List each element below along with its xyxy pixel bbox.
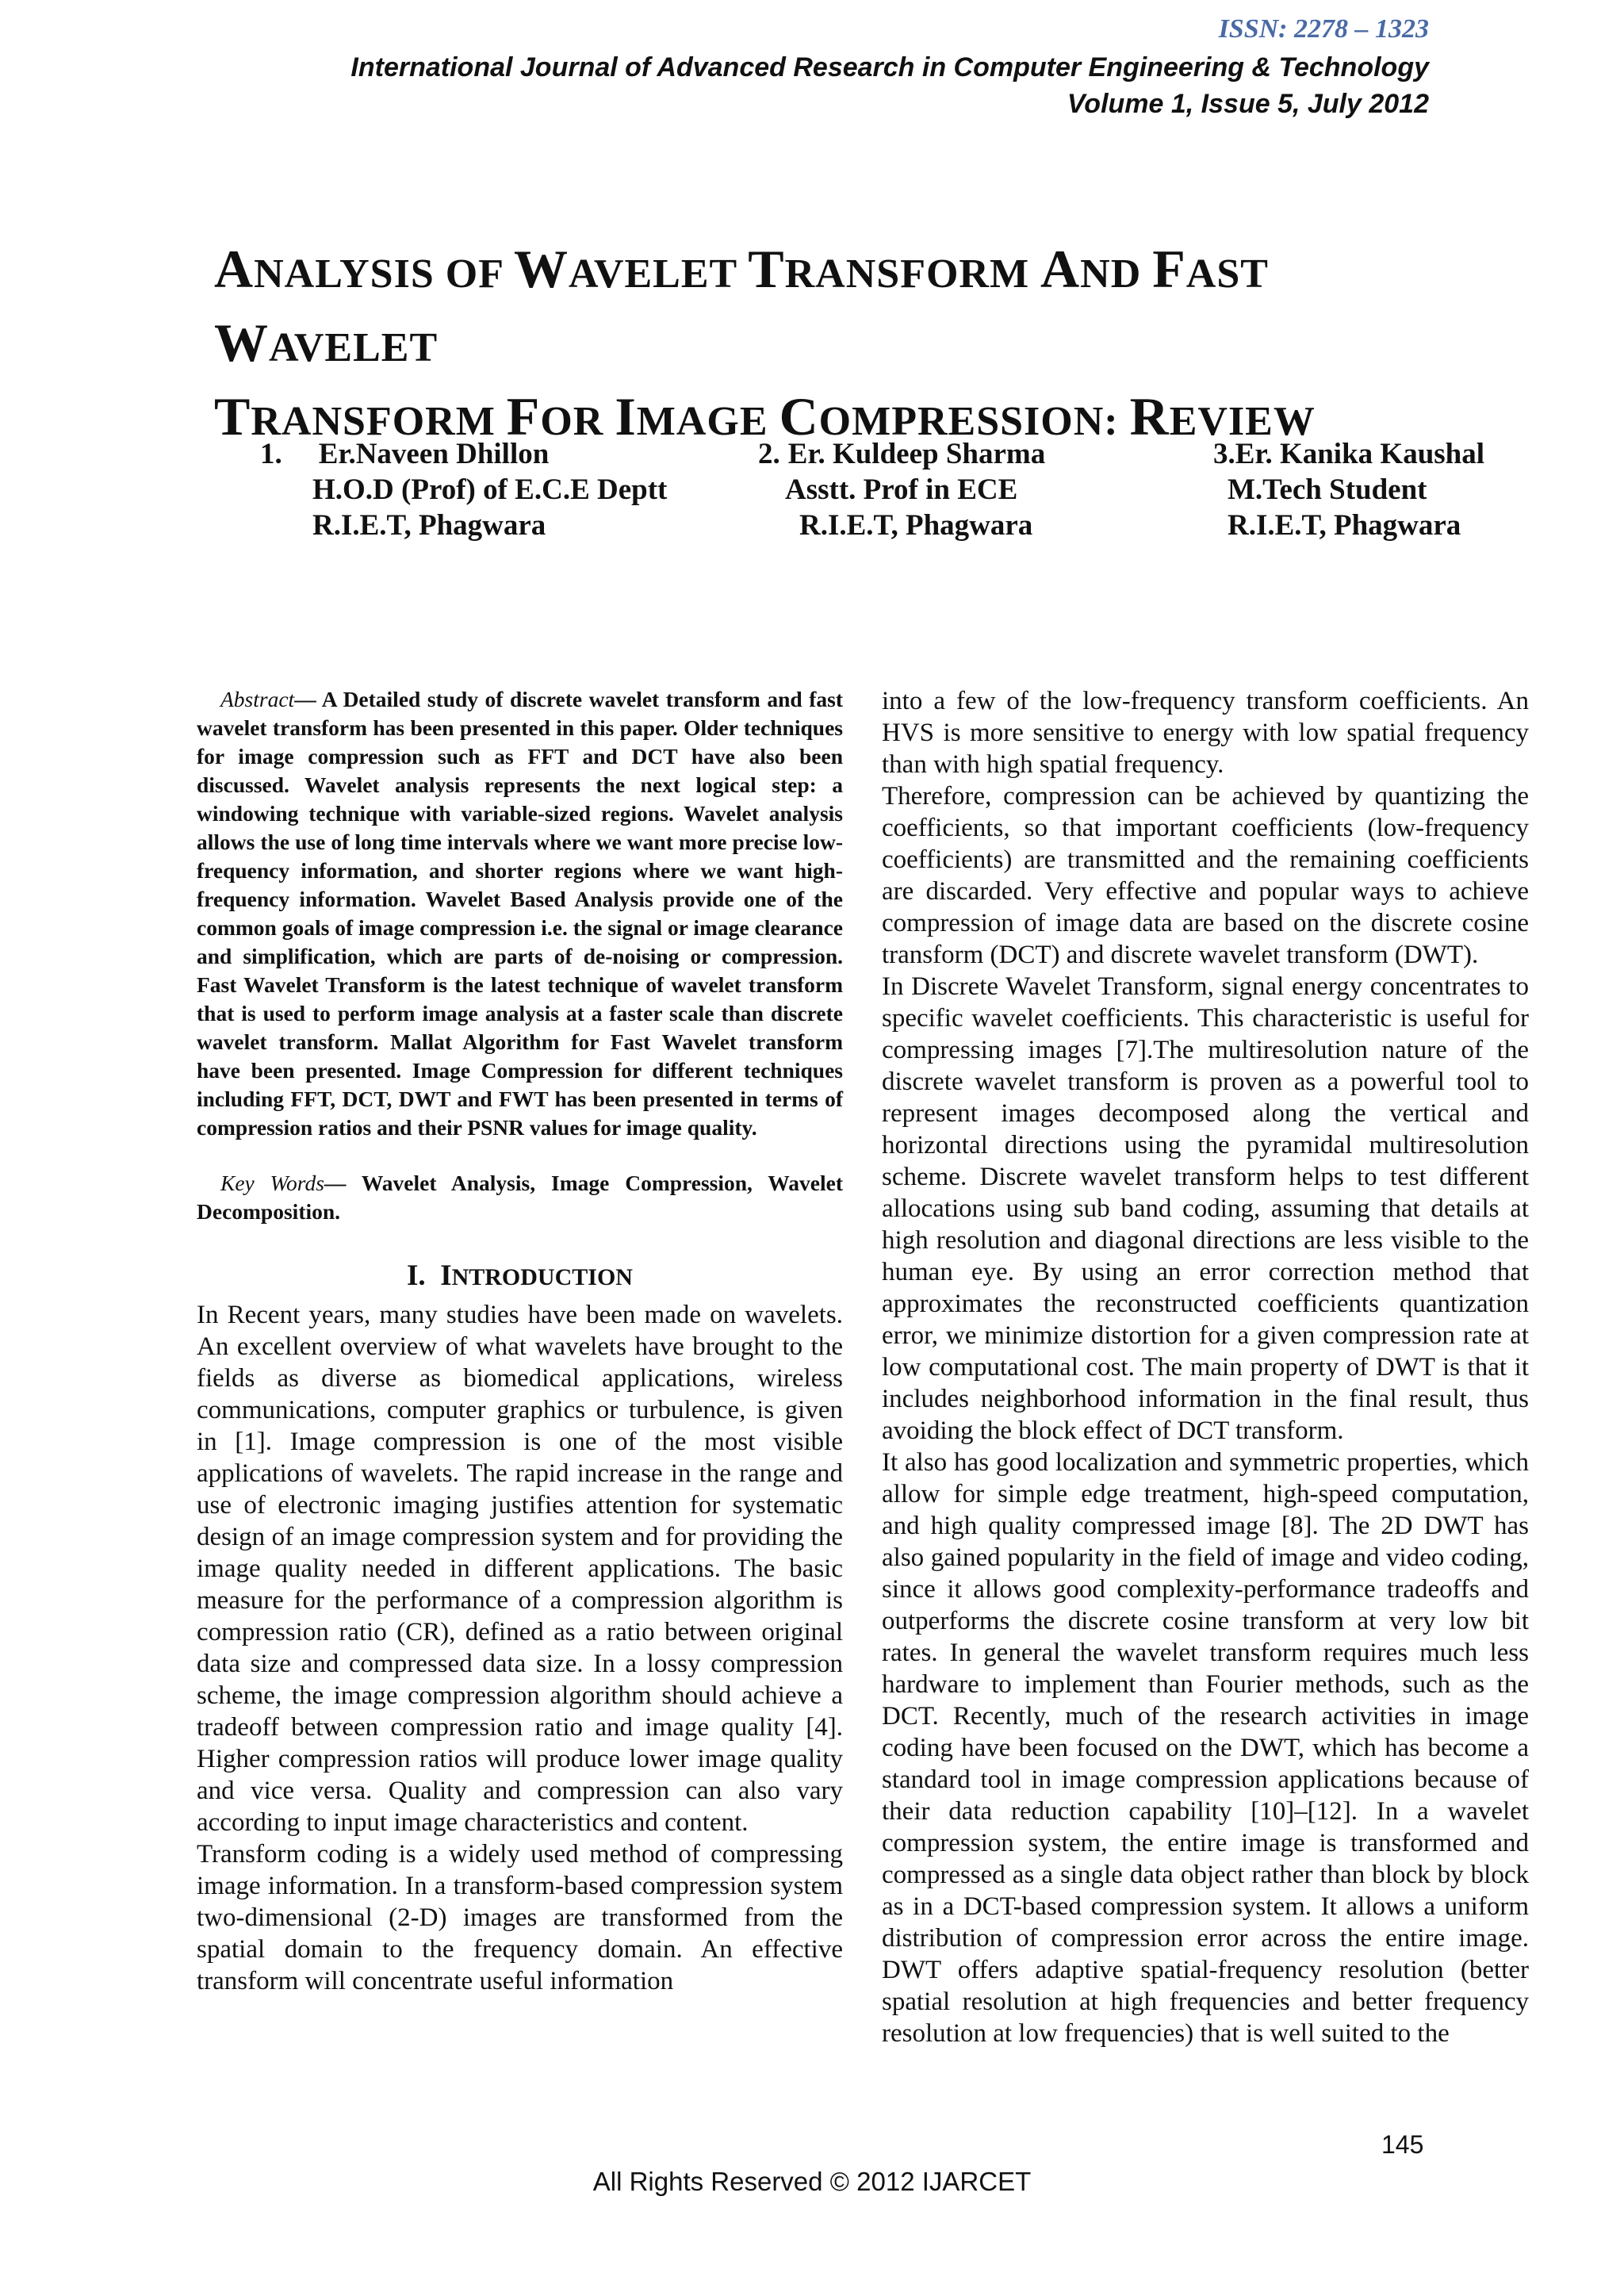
section-heading-introduction: I. INTRODUCTION (407, 1259, 633, 1292)
copyright-footer: All Rights Reserved © 2012 IJARCET (592, 2167, 1032, 2196)
right-paragraph-1: into a few of the low-frequency transform coefficients. An HVS is more sensitive to energy with low spatial frequency than with high spatial frequency. (882, 687, 1529, 779)
journal-name: International Journal of Advanced Research in Computer Engineering & Technology (350, 52, 1429, 82)
right-paragraph-2: Therefore, compression can be achieved by quantizing the coefficients, so that important coefficients (low-frequency coefficients) are transmitted and the remaining coefficients are discarded. Very effective and popular ways to achieve compression of image data are based on the discrete cosine transform (DCT) and discrete wavelet transform (DWT). (882, 782, 1529, 969)
keywords-label: Key Words (220, 1171, 324, 1195)
journal-volume: Volume 1, Issue 5, July 2012 (1067, 89, 1429, 119)
author-number: 1. (260, 438, 282, 470)
author-position: M.Tech Student (1228, 473, 1427, 506)
author-name: Er. Kuldeep Sharma (787, 438, 1046, 470)
author-affiliation: R.I.E.T, Phagwara (312, 509, 546, 542)
right-column (882, 685, 1529, 2049)
keywords-text: Wavelet Analysis, Image Compression, Wavelet Decomposition. (197, 1171, 843, 1224)
author-affiliation: R.I.E.T, Phagwara (799, 509, 1033, 542)
abstract: Abstract— A Detailed study of discrete wavelet transform and fast wavelet transform has been presented in this paper. Older techniques for image compression such as FFT and DCT have also been discussed. Wavelet analysis represents the next logical step: a windowing technique with variable-sized regions. Wavelet analysis allows the use of long time intervals where we want more precise low-frequency information, and shorter regions where we want high-frequency information. Wavelet Based Analysis provide one of the common goals of image compression i.e. the signal or image clearance and simplification, which are parts of de-noising or compression. Fast Wavelet Transform is the latest technique of wavelet transform that is used to perform image analysis at a faster scale than discrete wavelet transform. Mallat Algorithm for Fast Wavelet transform have been presented. Image Compression for different techniques including FFT, DCT, DWT and FWT has been presented in terms of compression ratios and their PSNR values for image quality. (197, 687, 843, 1140)
left-column (197, 685, 843, 1997)
journal-header (350, 49, 1429, 122)
author-affiliation: R.I.E.T, Phagwara (1228, 509, 1461, 542)
author-position: Asstt. Prof in ECE (785, 473, 1018, 506)
intro-paragraph-2: Transform coding is a widely used method of compressing image information. In a transform-based compression system two-dimensional (2-D) images are transformed from the spatial domain to the frequency domain. An effective transform will concentrate useful information (197, 1840, 843, 1995)
author-number: 2. (758, 438, 780, 470)
author-2 (758, 436, 1045, 543)
author-name: Er. Kanika Kaushal (1235, 438, 1485, 470)
author-number: 3. (1213, 438, 1235, 470)
paper-title (214, 235, 1499, 456)
author-name: Er.Naveen Dhillon (318, 438, 550, 470)
right-paragraph-3: In Discrete Wavelet Transform, signal energy concentrates to specific wavelet coefficients. This characteristic is useful for compressing images [7].The multiresolution nature of the discrete wavelet transform is proven as a powerful tool to represent images decomposed along the vertical and horizontal directions using the pyramidal multiresolution scheme. Discrete wavelet transform helps to test different allocations using sub band coding, assuming that details at high resolution and diagonal directions are less visible to the human eye. By using an error correction method that approximates the reconstructed coefficients quantization error, we minimize distortion for a given compression rate at low computational cost. The main property of DWT is that it includes neighborhood information in the final result, thus avoiding the block effect of DCT transform. (882, 972, 1529, 1445)
title-line-1: ANALYSIS OF WAVELET TRANSFORM AND FAST WAVELET (214, 239, 1269, 373)
right-paragraph-4: It also has good localization and symmetric properties, which allow for simple edge treatment, high-speed computation, and high quality compressed image [8]. The 2D DWT has also gained popularity in the field of image and video coding, since it allows good complexity-performance tradeoffs and outperforms the discrete cosine transform at very low bit rates. In general the wavelet transform requires much less hardware to implement than Fourier methods, such as the DCT. Recently, much of the research activities in image coding have been focused on the DWT, which has become a standard tool in image compression applications because of their data reduction capability [10]–[12]. In a wavelet compression system, the entire image is transformed and compressed as a single data object rather than block by block as in a DCT-based compression system. It allows a uniform distribution of compression error across the entire image. DWT offers adaptive spatial-frequency resolution (better spatial resolution at high frequencies and better frequency resolution at low frequencies) that is well suited to the (882, 1448, 1529, 2048)
author-position: H.O.D (Prof) of E.C.E Deptt (312, 473, 668, 506)
page-number: 145 (1381, 2130, 1424, 2159)
issn: ISSN: 2278 – 1323 (1218, 14, 1429, 44)
author-3 (1213, 436, 1484, 543)
author-1 (260, 436, 667, 543)
abstract-text: A Detailed study of discrete wavelet transform and fast wavelet transform has been presented in this paper. Older techniques for image compression such as FFT and DCT have also been discussed. Wavelet analysis represents the next logical step: a windowing technique with variable-sized regions. Wavelet analysis allows the use of long time intervals where we want more precise low-frequency information, and shorter regions where we want high-frequency information. Wavelet Based Analysis provide one of the common goals of image compression i.e. the signal or image clearance and simplification, which are parts of de-noising or compression. Fast Wavelet Transform is the latest technique of wavelet transform that is used to perform image analysis at a faster scale than discrete wavelet transform. Mallat Algorithm for Fast Wavelet transform have been presented. Image Compression for different techniques including FFT, DCT, DWT and FWT has been presented in terms of compression ratios and their PSNR values for image quality. (197, 687, 843, 1140)
intro-paragraph-1: In Recent years, many studies have been made on wavelets. An excellent overview of what wavelets have brought to the fields as diverse as biomedical applications, wireless communications, computer graphics or turbulence, is given in [1]. Image compression is one of the most visible applications of wavelets. The rapid increase in the range and use of electronic imaging justifies attention for systematic design of an image compression system and for providing the image quality needed in different applications. The basic measure for the performance of a compression algorithm is compression ratio (CR), defined as a ratio between original data size and compressed data size. In a lossy compression scheme, the image compression algorithm should achieve a tradeoff between compression ratio and image quality [4]. Higher compression ratios will produce lower image quality and vice versa. Quality and compression can also vary according to input image characteristics and content. (197, 1301, 843, 1837)
abstract-label: Abstract (220, 687, 295, 711)
title-line-2: TRANSFORM FOR IMAGE COMPRESSION: REVIEW (214, 386, 1316, 447)
keywords: Key Words— Wavelet Analysis, Image Compression, Wavelet Decomposition. (197, 1171, 843, 1224)
